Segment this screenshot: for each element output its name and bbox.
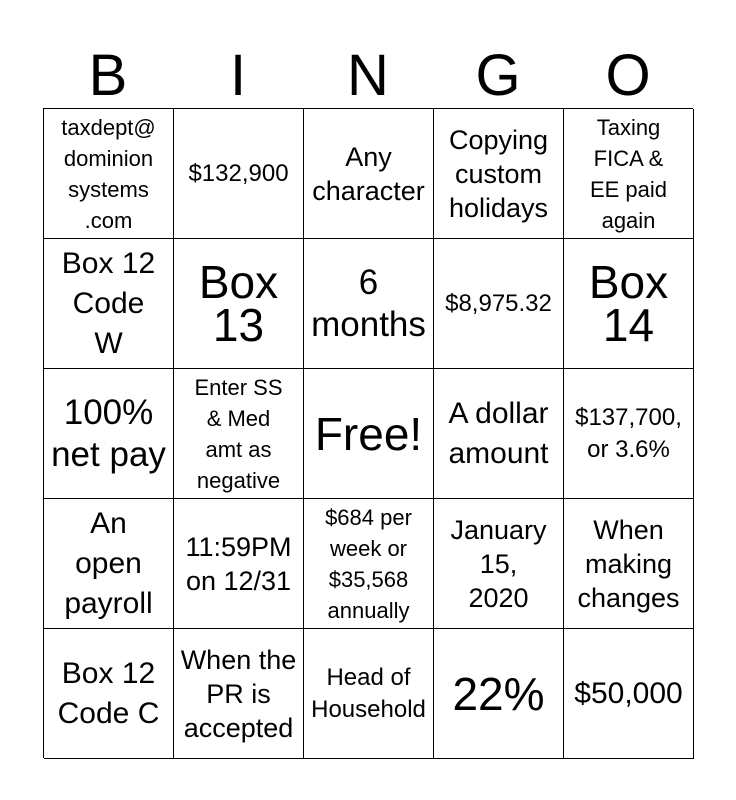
bingo-cell[interactable]: January 15, 2020 <box>434 499 564 629</box>
header-letter-i: I <box>229 43 247 108</box>
bingo-cell[interactable]: Head of Household <box>304 629 434 759</box>
bingo-cell[interactable]: $132,900 <box>174 109 304 239</box>
bingo-cell[interactable]: Taxing FICA & EE paid again <box>564 109 694 239</box>
bingo-cell[interactable]: $684 per week or $35,568 annually <box>304 499 434 629</box>
bingo-cell[interactable]: 11:59PM on 12/31 <box>174 499 304 629</box>
bingo-cell[interactable]: Box 12 Code W <box>44 239 174 369</box>
bingo-cell[interactable]: Any character <box>304 109 434 239</box>
bingo-cell[interactable]: taxdept@ dominion systems .com <box>44 109 174 239</box>
bingo-cell[interactable]: Box 14 <box>564 239 694 369</box>
bingo-header <box>43 44 693 108</box>
header-letter-g: G <box>475 43 521 108</box>
bingo-cell[interactable]: When making changes <box>564 499 694 629</box>
bingo-cell[interactable]: Box 12 Code C <box>44 629 174 759</box>
bingo-cell[interactable]: 22% <box>434 629 564 759</box>
bingo-cell[interactable]: When the PR is accepted <box>174 629 304 759</box>
bingo-cell[interactable]: An open payroll <box>44 499 174 629</box>
header-letter-n: N <box>347 43 389 108</box>
bingo-cell[interactable]: $50,000 <box>564 629 694 759</box>
free-space-cell[interactable]: Free! <box>304 369 434 499</box>
bingo-cell[interactable]: $8,975.32 <box>434 239 564 369</box>
bingo-card <box>43 108 693 758</box>
header-letter-o: O <box>605 43 651 108</box>
bingo-cell[interactable]: 6 months <box>304 239 434 369</box>
bingo-cell[interactable]: Copying custom holidays <box>434 109 564 239</box>
bingo-cell[interactable]: A dollar amount <box>434 369 564 499</box>
bingo-cell[interactable]: 100% net pay <box>44 369 174 499</box>
bingo-cell[interactable]: Box 13 <box>174 239 304 369</box>
bingo-cell[interactable]: Enter SS & Med amt as negative <box>174 369 304 499</box>
bingo-cell[interactable]: $137,700, or 3.6% <box>564 369 694 499</box>
header-letter-b: B <box>88 43 128 108</box>
